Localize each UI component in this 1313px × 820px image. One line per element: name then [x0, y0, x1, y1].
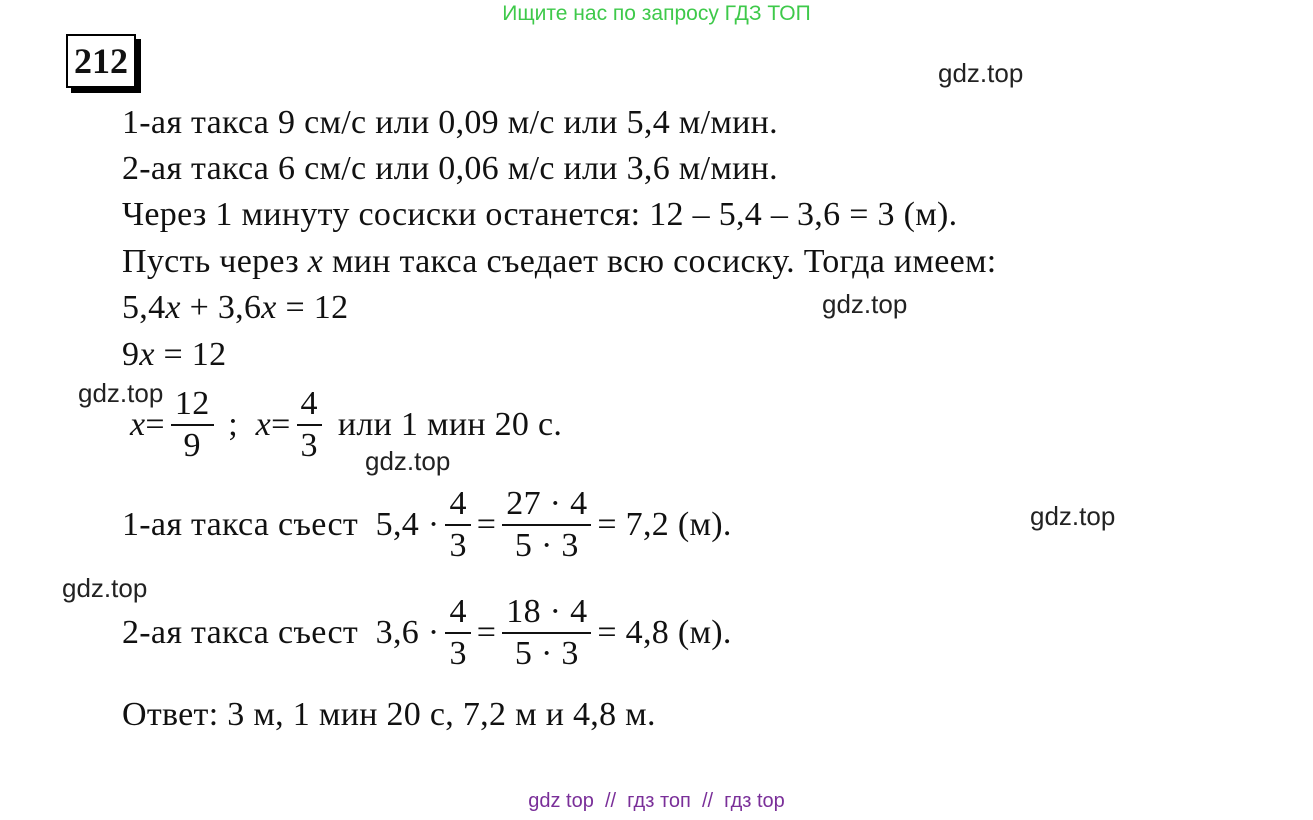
problem-number: 212 — [66, 34, 136, 88]
footer-links: gdz top // гдз топ // гдз top — [528, 790, 785, 812]
calc-line-2: 2-ая такса съест 3,6 · $\frac{4}{3}$ = $\frac{18 \cdot 4}{5 \cdot 3}$ = 4,8 (м). — [122, 593, 732, 672]
fraction: $\frac{18 \cdot 4}{5 \cdot 3}$ — [502, 594, 591, 671]
watermark: gdz.top — [938, 58, 1024, 88]
watermark: gdz.top — [1030, 501, 1116, 531]
fraction: $\frac{4}{3}$ — [445, 594, 470, 671]
text-line-1: 1-ая такса 9 см/с или 0,09 м/с или 5,4 м/мин. — [122, 104, 778, 141]
fraction: $\frac{4}{3}$ — [445, 486, 470, 563]
search-banner: Ищите нас по запросу ГДЗ ТОП — [502, 2, 811, 25]
text-line-2: 2-ая такса 6 см/с или 0,06 м/с или 3,6 м/мин. — [122, 150, 778, 187]
answer-line: Ответ: 3 м, 1 мин 20 с, 7,2 м и 4,8 м. — [122, 696, 656, 733]
equation-line-6: 9x = 12 — [122, 336, 227, 373]
fraction: $\frac{12}{9}$ — [171, 386, 214, 463]
fraction: $\frac{4}{3}$ — [297, 386, 322, 463]
solution-line: x = $\frac{12}{9}$ ; x = $\frac{4}{3}$ или 1 мин 20 с. — [130, 385, 563, 464]
equation-line-5: 5,4x + 3,6x = 12 — [122, 289, 349, 326]
watermark: gdz.top — [365, 446, 451, 476]
watermark: gdz.top — [62, 573, 148, 603]
fraction: $\frac{27 \cdot 4}{5 \cdot 3}$ — [502, 486, 591, 563]
watermark: gdz.top — [822, 289, 908, 319]
text-line-4: Пусть через x мин такса съедает всю сосиску. Тогда имеем: — [122, 243, 997, 280]
calc-line-1: 1-ая такса съест 5,4 · $\frac{4}{3}$ = $\frac{27 \cdot 4}{5 \cdot 3}$ = 7,2 (м). — [122, 485, 732, 564]
watermark: gdz.top — [78, 378, 164, 408]
text-line-3: Через 1 минуту сосиски останется: 12 – 5,4 – 3,6 = 3 (м). — [122, 196, 958, 233]
